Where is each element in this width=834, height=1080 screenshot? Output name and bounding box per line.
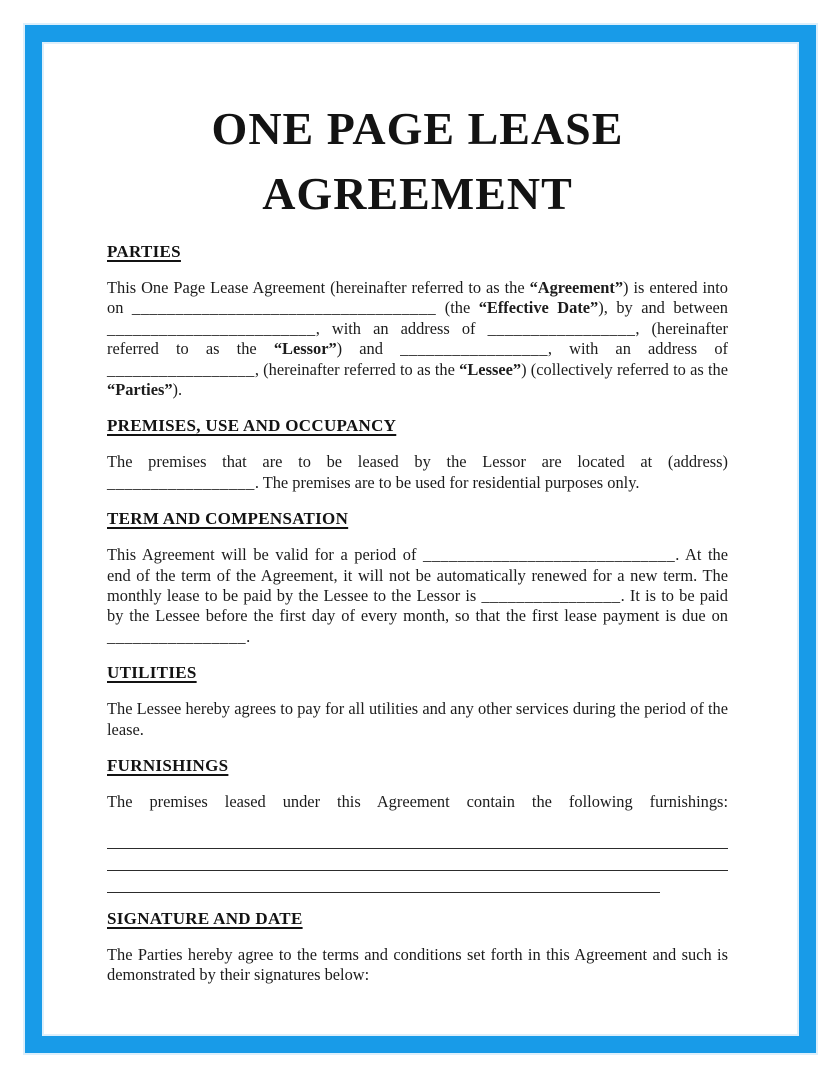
text-run: ) and <box>336 339 401 359</box>
document-title-line-2: AGREEMENT <box>262 168 573 219</box>
paragraph-term <box>107 545 728 647</box>
fill-in-blank: _________________ <box>400 339 548 359</box>
text-run: , (hereinafter referred to as the <box>107 318 728 359</box>
section-heading-term: TERM AND COMPENSATION <box>107 509 349 529</box>
text-run: . It is to be paid by the Lessee before the first day of every month, so that the first lease payment is due on <box>107 586 728 626</box>
defined-term: “Parties” <box>107 380 173 400</box>
section-parties <box>107 242 728 400</box>
fill-in-blank: _____________________________ <box>423 545 676 565</box>
section-heading-signature: SIGNATURE AND DATE <box>107 908 303 928</box>
text-run: This One Page Lease Agreement (hereinafter referred to as the <box>107 278 530 297</box>
paragraph-parties <box>107 278 728 400</box>
text-run: ), by and between <box>598 298 728 318</box>
defined-term: “Lessee” <box>459 359 522 379</box>
paragraph-premises <box>107 452 728 493</box>
paragraph-utilities <box>107 699 728 740</box>
fill-in-blank: _________________ <box>107 472 255 492</box>
text-run: The premises that are to be leased by the Lessor are located at (address) <box>107 452 728 472</box>
defined-term: “Lessor” <box>273 339 337 359</box>
document-title-line-1: ONE PAGE LEASE <box>211 103 624 154</box>
section-utilities <box>107 663 728 740</box>
fill-in-blank: ________________________ <box>107 318 316 338</box>
section-premises <box>107 416 728 493</box>
text-run: . <box>246 626 251 646</box>
document-title <box>107 96 728 226</box>
defined-term: “Effective Date” <box>478 298 599 318</box>
text-run: ). <box>172 380 183 400</box>
text-run: , with an address of <box>547 339 728 359</box>
text-run: ) (collectively referred to as the <box>521 359 728 379</box>
text-run: The premises leased under this Agreement contain the following furnishings: <box>107 792 728 812</box>
furnishings-blank-lines <box>107 827 728 893</box>
defined-term: “Agreement” <box>529 278 624 297</box>
text-run: (the <box>436 298 479 318</box>
document-content <box>107 96 728 985</box>
text-run: This Agreement will be valid for a period of <box>107 545 424 565</box>
furnishings-blank-line <box>107 871 660 893</box>
section-term <box>107 509 728 647</box>
section-furnishings <box>107 756 728 892</box>
text-run: ) is entered into on <box>107 278 728 318</box>
furnishings-blank-line <box>107 849 728 871</box>
text-run: , with an address of <box>315 318 488 338</box>
fill-in-blank: ________________ <box>107 626 247 646</box>
furnishings-blank-line <box>107 827 728 849</box>
text-run: . The premises are to be used for residential purposes only. <box>254 472 640 492</box>
fill-in-blank: ________________ <box>481 586 621 606</box>
text-run: The Parties hereby agree to the terms and conditions set forth in this Agreement and such is demonstrated by their signatures below: <box>107 944 728 984</box>
text-run: , (hereinafter referred to as the <box>254 359 460 379</box>
paragraph-furnishings <box>107 792 728 812</box>
text-run: The Lessee hereby agrees to pay for all utilities and any other services during the period of the lease. <box>107 699 728 739</box>
fill-in-blank: _________________ <box>487 318 636 338</box>
section-heading-premises: PREMISES, USE AND OCCUPANCY <box>107 416 397 436</box>
fill-in-blank: ___________________________________ <box>131 298 437 318</box>
fill-in-blank: _________________ <box>107 359 255 379</box>
section-heading-utilities: UTILITIES <box>107 663 197 683</box>
text-run: . At the end of the term of the Agreement, it will not be automatically renewed for a new term. The monthly lease to be paid by the Lessee to the Lessor is <box>107 545 728 606</box>
paragraph-signature <box>107 945 728 986</box>
section-heading-furnishings: FURNISHINGS <box>107 756 229 776</box>
section-heading-parties: PARTIES <box>107 242 181 261</box>
section-signature <box>107 909 728 986</box>
